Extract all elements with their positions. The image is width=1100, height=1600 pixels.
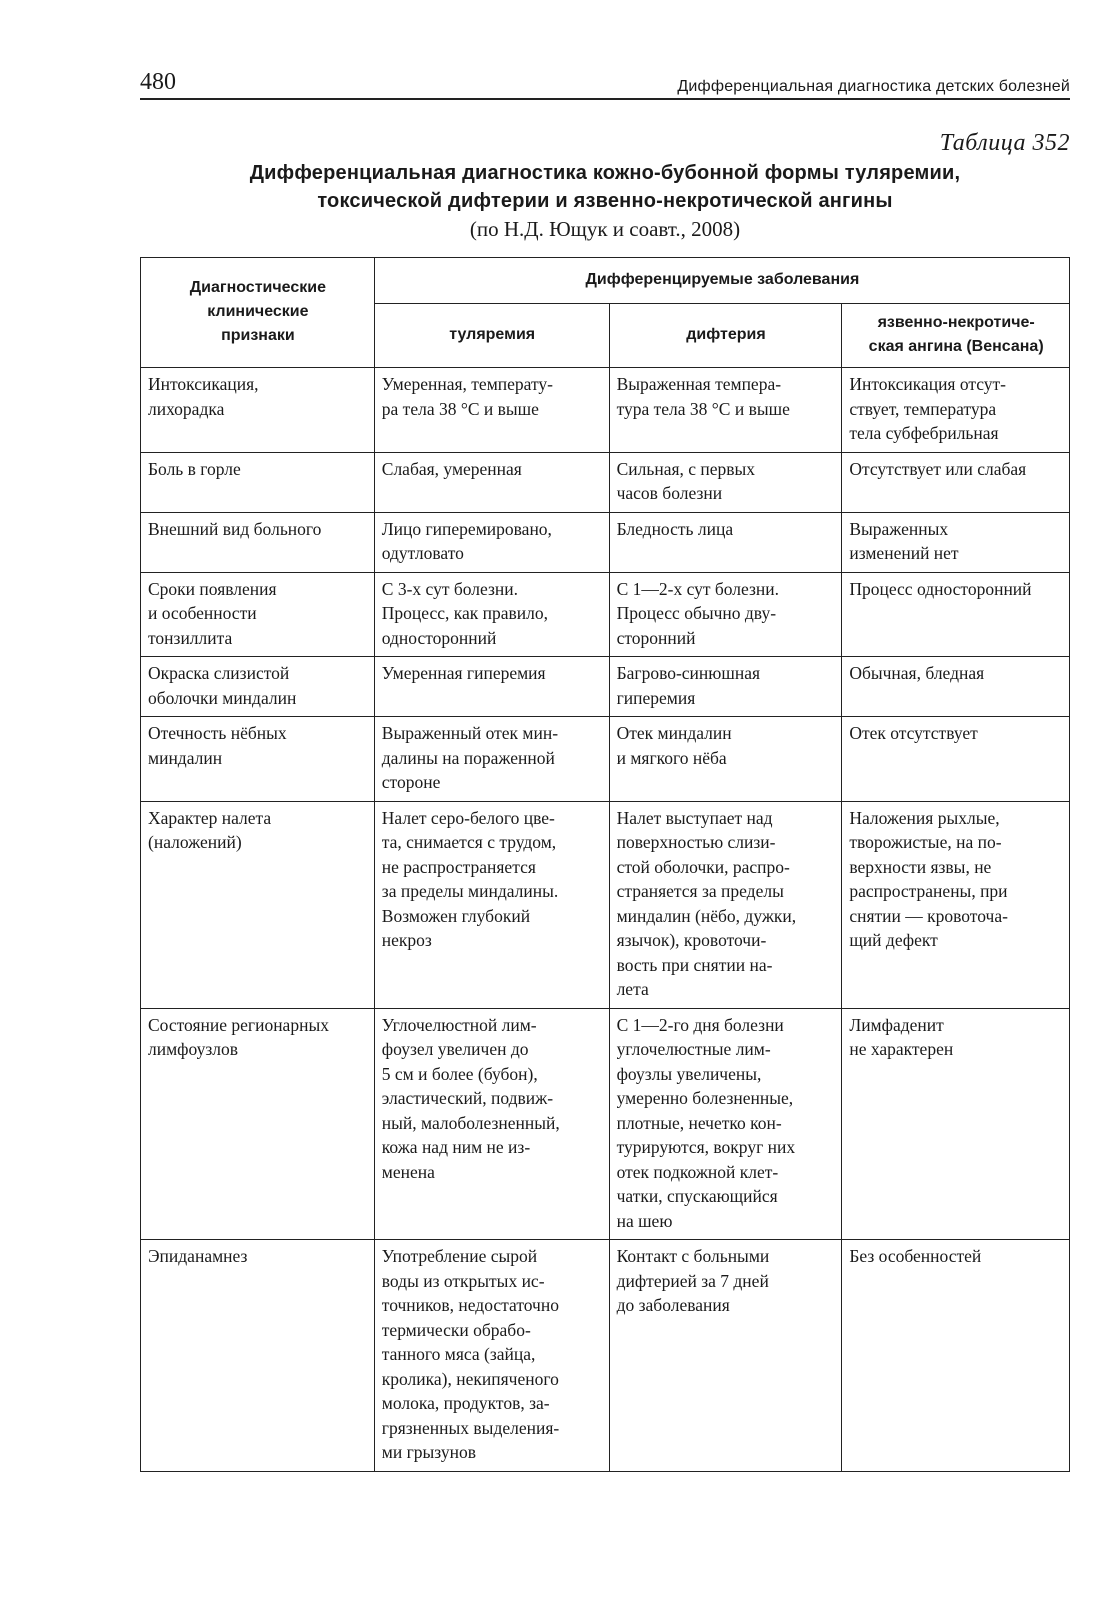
cell-text-line: лихорадка bbox=[148, 398, 225, 419]
cell-text-line: и мягкого нёба bbox=[616, 747, 727, 768]
row-tularemia-cell bbox=[374, 717, 609, 802]
cell-text-line: Боль в горле bbox=[148, 458, 241, 479]
cell-text-line: точников, недостаточно bbox=[381, 1295, 559, 1315]
row-vincent-cell bbox=[842, 368, 1070, 453]
cell-text-line: Отек отсутствует bbox=[849, 723, 978, 743]
cell-text-line: Выраженных bbox=[849, 518, 949, 539]
cell-text-line: щий дефект bbox=[849, 930, 938, 950]
cell-text-line: миндалин bbox=[148, 747, 223, 768]
cell-text-line: дифтерией за 7 дней bbox=[616, 1270, 769, 1291]
page-number: 480 bbox=[140, 69, 176, 95]
cell-text-line: Умеренная, температу- bbox=[381, 374, 553, 394]
cell-text-line: ми грызунов bbox=[381, 1442, 476, 1462]
row-sign-cell bbox=[141, 512, 375, 572]
cell-text-line: ра тела 38 °С и выше bbox=[381, 398, 539, 419]
row-sign-cell bbox=[141, 572, 375, 657]
row-diphtheria-cell bbox=[609, 368, 842, 453]
table-row bbox=[141, 657, 1070, 717]
cell-text-line: стороне bbox=[381, 772, 441, 792]
row-sign-cell bbox=[141, 717, 375, 802]
cell-text-line: чатки, спускающийся bbox=[616, 1186, 778, 1206]
row-sign-cell bbox=[141, 368, 375, 453]
row-tularemia-cell bbox=[374, 801, 609, 1008]
cell-text-line: Процесс односторонний bbox=[849, 578, 1032, 599]
cell-text-line: (наложений) bbox=[148, 832, 242, 852]
row-tularemia-cell bbox=[374, 572, 609, 657]
cell-text-line: Внешний вид больного bbox=[148, 518, 322, 539]
table-row bbox=[141, 1008, 1070, 1240]
cell-text-line: Обычная, бледная bbox=[849, 663, 985, 683]
cell-text-line: молока, продуктов, за- bbox=[381, 1393, 550, 1413]
cell-text-line: Умеренная гиперемия bbox=[381, 663, 546, 683]
cell-text-line: Характер налета bbox=[148, 807, 272, 828]
cell-text-line: 5 см и более (бубон), bbox=[381, 1063, 538, 1084]
row-vincent-cell bbox=[842, 572, 1070, 657]
row-tularemia-cell bbox=[374, 1240, 609, 1472]
cell-text-line: С 3-х сут болезни. bbox=[381, 578, 518, 599]
cell-text-line: фоузлы увеличены, bbox=[616, 1063, 762, 1084]
cell-text-line: одутловато bbox=[381, 543, 464, 563]
row-vincent-cell bbox=[842, 512, 1070, 572]
header-differentiated-diseases: Дифференцируемые заболевания bbox=[374, 258, 1069, 304]
row-tularemia-cell bbox=[374, 368, 609, 453]
cell-text-line: сторонний bbox=[616, 627, 696, 648]
cell-text-line: творожистые, на по- bbox=[849, 832, 1002, 852]
cell-text-line: С 1—2-го дня болезни bbox=[616, 1014, 784, 1035]
cell-text-line: та, снимается с трудом, bbox=[381, 832, 557, 852]
cell-text-line: вость при снятии на- bbox=[616, 954, 773, 975]
row-vincent-cell bbox=[842, 1008, 1070, 1240]
cell-text-line: кролика), некипяченого bbox=[381, 1368, 559, 1389]
row-diphtheria-cell bbox=[609, 801, 842, 1008]
header-tularemia: туляремия bbox=[374, 304, 609, 368]
row-diphtheria-cell bbox=[609, 1240, 842, 1472]
row-tularemia-cell bbox=[374, 1008, 609, 1240]
cell-text-line: Углочелюстной лим- bbox=[381, 1014, 537, 1035]
cell-text-line: Сильная, с первых bbox=[616, 458, 756, 479]
cell-text-line: Слабая, умеренная bbox=[381, 458, 522, 479]
row-diphtheria-cell bbox=[609, 1008, 842, 1240]
table-row bbox=[141, 801, 1070, 1008]
cell-text-line: Окраска слизистой bbox=[148, 663, 290, 683]
cell-text-line: турируются, вокруг них bbox=[616, 1137, 796, 1157]
row-diphtheria-cell bbox=[609, 512, 842, 572]
cell-text-line: Контакт с больными bbox=[616, 1246, 770, 1266]
cell-text-line: далины на пораженной bbox=[381, 747, 555, 768]
cell-text-line: Эпиданамнез bbox=[148, 1246, 248, 1266]
cell-text-line: менена bbox=[381, 1161, 435, 1182]
row-vincent-cell bbox=[842, 717, 1070, 802]
cell-text-line: воды из открытых ис- bbox=[381, 1270, 545, 1291]
cell-text-line: тура тела 38 °С и выше bbox=[616, 398, 790, 419]
cell-text-line: танного мяса (зайца, bbox=[381, 1344, 536, 1364]
running-title: Дифференциальная диагностика детских болезней bbox=[677, 78, 1070, 95]
cell-text-line: лимфоузлов bbox=[148, 1039, 239, 1059]
cell-text-line: не характерен bbox=[849, 1039, 954, 1059]
cell-text-line: Выраженный отек мин- bbox=[381, 723, 559, 743]
cell-text-line: Бледность лица bbox=[616, 518, 734, 539]
table-body bbox=[141, 368, 1070, 1472]
cell-text-line: Интоксикация, bbox=[148, 374, 259, 394]
differential-table bbox=[140, 257, 1070, 1472]
table-row bbox=[141, 1240, 1070, 1472]
header-diphtheria: дифтерия bbox=[609, 304, 842, 368]
row-diphtheria-cell bbox=[609, 452, 842, 512]
cell-text-line: за пределы миндалины. bbox=[381, 881, 559, 901]
cell-text-line: Лимфаденит bbox=[849, 1014, 944, 1035]
cell-text-line: Выраженная темпера- bbox=[616, 374, 782, 394]
row-vincent-cell bbox=[842, 657, 1070, 717]
cell-text-line: Наложения рыхлые, bbox=[849, 807, 1000, 828]
book-page bbox=[140, 62, 1070, 1472]
table-row bbox=[141, 572, 1070, 657]
cell-text-line: язычок), кровоточи- bbox=[616, 930, 767, 950]
row-sign-cell bbox=[141, 801, 375, 1008]
cell-text-line: ный, малоболезненный, bbox=[381, 1112, 560, 1133]
table-row bbox=[141, 512, 1070, 572]
row-vincent-cell bbox=[842, 801, 1070, 1008]
cell-text-line: Отечность нёбных bbox=[148, 723, 287, 743]
cell-text-line: некроз bbox=[381, 930, 432, 950]
table-label: Таблица 352 bbox=[939, 130, 1070, 156]
cell-text-line: страняется за пределы bbox=[616, 881, 784, 901]
cell-text-line: Употребление сырой bbox=[381, 1246, 538, 1266]
cell-text-line: не распространяется bbox=[381, 856, 536, 877]
cell-text-line: лета bbox=[616, 979, 649, 999]
table-source: (по Н.Д. Ющук и соавт., 2008) bbox=[469, 217, 741, 241]
cell-text-line: односторонний bbox=[381, 627, 497, 648]
cell-text-line: Багрово-синюшная bbox=[616, 663, 761, 683]
table-row bbox=[141, 368, 1070, 453]
cell-text-line: плотные, нечетко кон- bbox=[616, 1112, 782, 1133]
cell-text-line: до заболевания bbox=[616, 1295, 730, 1315]
cell-text-line: Лицо гиперемировано, bbox=[381, 518, 552, 539]
cell-text-line: отек подкожной клет- bbox=[616, 1161, 779, 1182]
table-row bbox=[141, 717, 1070, 802]
row-diphtheria-cell bbox=[609, 717, 842, 802]
row-tularemia-cell bbox=[374, 657, 609, 717]
cell-text-line: миндалин (нёбо, дужки, bbox=[616, 905, 797, 926]
cell-text-line: оболочки миндалин bbox=[148, 687, 297, 708]
row-diphtheria-cell bbox=[609, 657, 842, 717]
cell-text-line: эластический, подвиж- bbox=[381, 1088, 554, 1108]
cell-text-line: Интоксикация отсут- bbox=[849, 374, 1006, 394]
table-row bbox=[141, 452, 1070, 512]
cell-text-line: Возможен глубокий bbox=[381, 905, 531, 926]
cell-text-line: Процесс обычно дву- bbox=[616, 603, 777, 623]
cell-text-line: углочелюстные лим- bbox=[616, 1039, 771, 1059]
cell-text-line: стой оболочки, распро- bbox=[616, 856, 790, 877]
header-vincent-angina: язвенно-некротиче- ская ангина (Венсана) bbox=[842, 304, 1070, 368]
cell-text-line: и особенности bbox=[148, 603, 257, 623]
row-sign-cell bbox=[141, 452, 375, 512]
cell-text-line: поверхностью слизи- bbox=[616, 832, 776, 852]
cell-text-line: Без особенностей bbox=[849, 1246, 982, 1266]
table-title-line-1: Дифференциальная диагностика кожно-бубонной формы туляремии, bbox=[249, 162, 961, 184]
row-diphtheria-cell bbox=[609, 572, 842, 657]
cell-text-line: верхности язвы, не bbox=[849, 856, 992, 877]
cell-text-line: Процесс, как правило, bbox=[381, 603, 549, 623]
header-diagnostic-signs: Диагностические клинические признаки bbox=[141, 258, 375, 368]
row-sign-cell bbox=[141, 1240, 375, 1472]
cell-text-line: тонзиллита bbox=[148, 627, 233, 648]
cell-text-line: тела субфебрильная bbox=[849, 423, 999, 443]
table-title bbox=[140, 159, 1070, 215]
cell-text-line: на шею bbox=[616, 1210, 673, 1231]
cell-text-line: умеренно болезненные, bbox=[616, 1088, 794, 1108]
cell-text-line: С 1—2-х сут болезни. bbox=[616, 578, 780, 599]
row-vincent-cell bbox=[842, 1240, 1070, 1472]
cell-text-line: изменений нет bbox=[849, 543, 959, 563]
cell-text-line: часов болезни bbox=[616, 483, 723, 503]
cell-text-line: Отсутствует или слабая bbox=[849, 458, 1027, 479]
row-sign-cell bbox=[141, 1008, 375, 1240]
row-sign-cell bbox=[141, 657, 375, 717]
row-vincent-cell bbox=[842, 452, 1070, 512]
cell-text-line: ствует, температура bbox=[849, 398, 997, 419]
cell-text-line: распространены, при bbox=[849, 881, 1008, 901]
cell-text-line: Налет выступает над bbox=[616, 807, 773, 828]
cell-text-line: фоузел увеличен до bbox=[381, 1039, 529, 1059]
cell-text-line: грязненных выделения- bbox=[381, 1417, 560, 1438]
cell-text-line: кожа над ним не из- bbox=[381, 1137, 531, 1157]
cell-text-line: гиперемия bbox=[616, 687, 696, 708]
row-tularemia-cell bbox=[374, 512, 609, 572]
cell-text-line: термически обрабо- bbox=[381, 1319, 531, 1340]
cell-text-line: Сроки появления bbox=[148, 578, 277, 599]
cell-text-line: Отек миндалин bbox=[616, 723, 732, 743]
table-head bbox=[141, 258, 1070, 368]
cell-text-line: Налет серо-белого цве- bbox=[381, 807, 555, 828]
running-head bbox=[140, 62, 1070, 100]
row-tularemia-cell bbox=[374, 452, 609, 512]
table-title-line-2: токсической дифтерии и язвенно-некротической ангины bbox=[317, 190, 893, 212]
cell-text-line: снятии — кровоточа- bbox=[849, 905, 1008, 926]
cell-text-line: Состояние регионарных bbox=[148, 1014, 329, 1035]
